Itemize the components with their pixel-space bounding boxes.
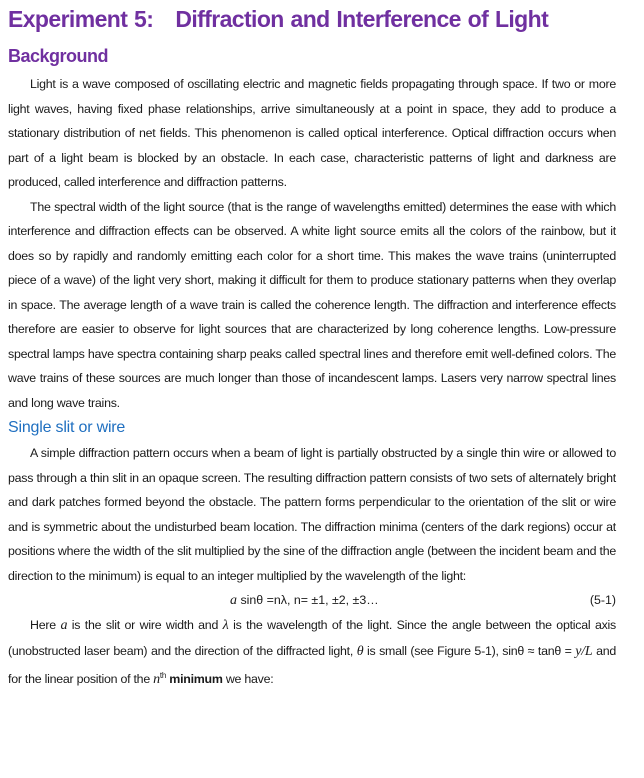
text: we have: — [222, 672, 274, 687]
paragraph: The spectral width of the light source (that is the range of wavelengths emitted) determines the ease with which interference and diffraction effects can be observed. A white light source emits all the colors of the rainbow, but it does so by rapidly and randomly emitting each color for a short time. This makes the wave trains (uninterrupted piece of a wave) of the light very short, making it difficult for them to produce stationary patterns when they overlap in space. The average length of a wave train is called the coherence length. The diffraction and interference effects therefore are easier to observe for light sources that are characterized by long coherence lengths. Low-pressure spectral lamps have spectra containing sharp peaks called spectral lines and therefore emit well-defined colors. The wave trains of these sources are much longer than those of incandescent lamps. Lasers very narrow spectral lines and long wave trains. — [8, 199, 616, 410]
eq-a: a — [230, 593, 237, 608]
var-lambda: λ — [222, 618, 229, 633]
var-theta: θ — [356, 643, 364, 659]
text: is the slit or wire width and — [67, 618, 223, 632]
text: Here — [30, 618, 61, 632]
eq-rhs: sinθ =nλ, n= ±1, ±2, ±3… — [237, 593, 379, 607]
var-yl: y/L — [575, 643, 593, 659]
text: is the wavelength of the light. Since the angle between the optical axis (unobstructed laser beam) and the direction of the diffracted light, — [8, 618, 616, 658]
equation-5-1 — [8, 588, 616, 613]
paragraph — [8, 613, 616, 693]
superscript-th: th — [159, 671, 167, 680]
section-heading-background: Background — [8, 46, 109, 66]
paragraph: A simple diffraction pattern occurs when a beam of light is partially obstructed by a single thin wire or allowed to pass through a thin slit in an opaque screen. The resulting diffraction pattern consists of two sets of alternately bright and dark patches formed beyond the obstacle. The pattern forms perpendicular to the orientation of the slit or wire and is symmetric about the undisturbed beam location. The diffraction minima (centers of the dark regions) occur at positions where the width of the slit multiplied by the sine of the diffraction angle (between the incident beam and the direction to the minimum) is equal to an integer multiplied by the wavelength of the light: — [8, 446, 616, 583]
equation-number: (5-1) — [589, 593, 616, 607]
document-page — [8, 0, 616, 693]
equation-formula — [230, 588, 379, 613]
page-title — [8, 3, 616, 35]
text: and for the linear position of the — [8, 643, 617, 687]
section-heading-single-slit: Single slit or wire — [8, 419, 126, 436]
title-label: Experiment 5: — [8, 6, 154, 32]
paragraph: Light is a wave composed of oscillating electric and magnetic fields propagating through space. If two or more light waves, having fixed phase relationships, arrive simultaneously at a point in space, they add to produce a stationary distribution of net fields. This phenomenon is called optical interference. Optical diffraction occurs when part of a light beam is blocked by an obstacle. In each case, characteristic patterns of light and darkness are produced, called interference and diffraction patterns. — [8, 77, 616, 189]
var-a: a — [60, 618, 68, 633]
bold-minimum: minimum — [169, 672, 223, 687]
var-n: n — [153, 672, 160, 688]
title-text: Diffraction and Interference of Light — [175, 6, 549, 32]
text: is small (see Figure 5-1), sinθ ≈ tanθ = — [363, 643, 576, 658]
